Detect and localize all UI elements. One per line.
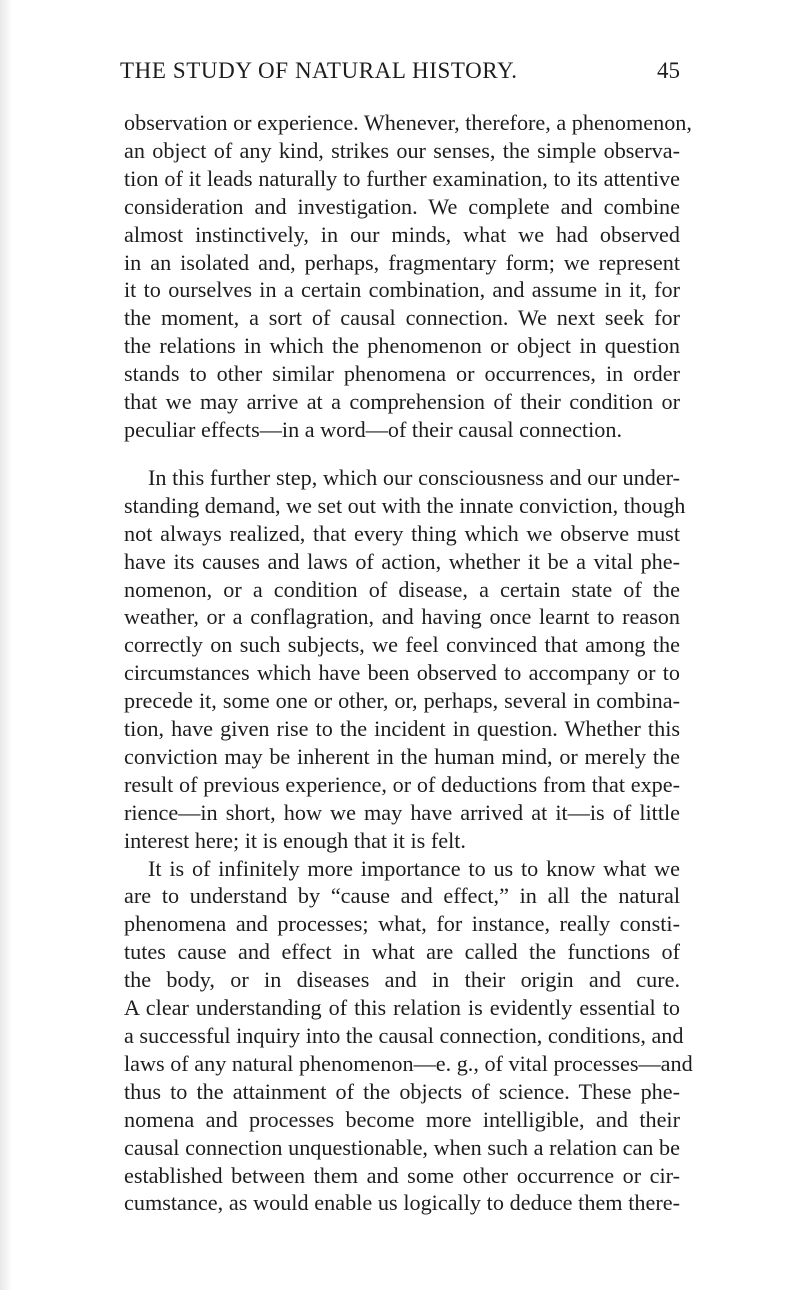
text-line: cumstance, as would enable us logically to deduce them there- (124, 1190, 680, 1216)
text-line: laws of any natural phenomenon—e. g., of vital processes—and (124, 1050, 693, 1076)
text-line: it to ourselves in a certain combination, and assume in it, for (124, 277, 680, 303)
text-line: interest here; it is enough that it is felt. (124, 827, 466, 853)
text-line: thus to the attainment of the objects of science. These phe- (124, 1078, 680, 1104)
text-line: In this further step, which our consciousness and our under- (148, 464, 680, 490)
paragraph-2 (124, 464, 686, 855)
text-line: tion, have given rise to the incident in question. Whether this (124, 716, 680, 742)
text-line: the moment, a sort of causal connection. We next seek for (124, 305, 680, 331)
text-line: conviction may be inherent in the human mind, or merely the (124, 743, 680, 769)
text-line: an object of any kind, strikes our senses, the simple observa- (124, 137, 680, 163)
text-line: tion of it leads naturally to further examination, to its attentive (124, 165, 680, 191)
text-line: tutes cause and effect in what are called the functions of (124, 939, 680, 965)
text-line: rience—in short, how we may have arrived at it—is of little (124, 799, 680, 825)
text-line: It is of infinitely more importance to us to know what we (148, 855, 680, 881)
text-line: established between them and some other occurrence or cir- (124, 1162, 680, 1188)
text-line: correctly on such subjects, we feel convinced that among the (124, 632, 680, 658)
text-line: a successful inquiry into the causal connection, conditions, and (124, 1023, 684, 1048)
body-text (124, 109, 693, 1217)
text-line: in an isolated and, perhaps, fragmentary form; we represent (124, 249, 680, 275)
text-line: not always realized, that every thing which we observe must (124, 520, 680, 546)
text-line: causal connection unquestionable, when such a relation can be (124, 1134, 680, 1160)
text-line: precede it, some one or other, or, perhaps, several in combina- (124, 688, 680, 714)
page-binding-shadow (0, 0, 12, 1290)
page-number: 45 (657, 58, 680, 83)
text-line: that we may arrive at a comprehension of their condition or (124, 389, 680, 415)
text-line: phenomena and processes; what, for instance, really consti- (124, 911, 680, 937)
paragraph-spacer (124, 444, 680, 464)
page-header (120, 58, 680, 88)
text-line: nomena and processes become more intelligible, and their (124, 1106, 680, 1132)
text-line: standing demand, we set out with the innate conviction, though (124, 492, 686, 518)
text-line: circumstances which have been observed to accompany or to (124, 660, 680, 686)
text-line: A clear understanding of this relation is evidently essential to (124, 995, 680, 1021)
text-line: have its causes and laws of action, whether it be a vital phe- (124, 548, 680, 574)
paragraph-1 (124, 109, 692, 444)
text-line: almost instinctively, in our minds, what we had observed (124, 221, 680, 247)
text-line: result of previous experience, or of deductions from that expe- (124, 771, 680, 797)
text-line: nomenon, or a condition of disease, a certain state of the (124, 576, 680, 602)
text-line: stands to other similar phenomena or occurrences, in order (124, 361, 680, 387)
text-line: consideration and investigation. We complete and combine (124, 193, 680, 219)
text-line: weather, or a conflagration, and having once learnt to reason (124, 604, 680, 630)
running-title: THE STUDY OF NATURAL HISTORY. (120, 58, 518, 83)
text-line: are to understand by “cause and effect,” in all the natural (124, 883, 680, 909)
text-line: the relations in which the phenomenon or object in question (124, 333, 680, 359)
text-line: peculiar effects—in a word—of their causal connection. (124, 416, 622, 442)
paragraph-3 (124, 855, 693, 1218)
text-line: observation or experience. Whenever, therefore, a phenomenon, (124, 110, 692, 135)
text-line: the body, or in diseases and in their origin and cure. (124, 967, 680, 993)
